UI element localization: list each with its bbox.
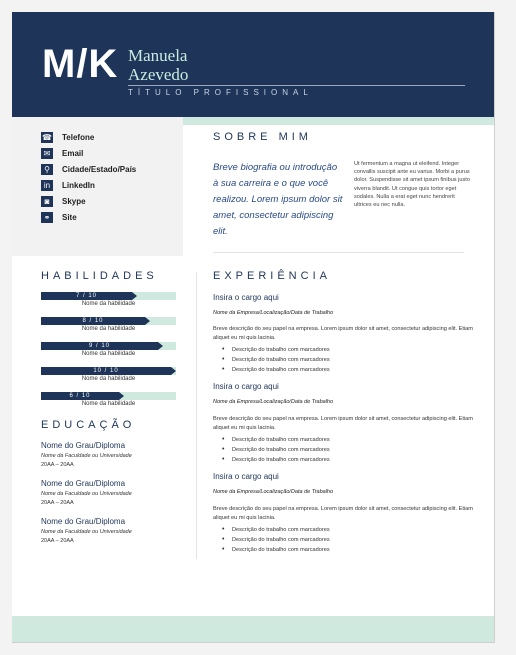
contact-label: LinkedIn <box>62 180 95 190</box>
edu-school: Nome da Faculdade ou Universidade <box>41 491 132 497</box>
resume-page <box>12 12 495 643</box>
edu-degree: Nome do Grau/Diploma <box>41 517 126 526</box>
job-description: Breve descrição do seu papel na empresa. Lorem ipsum dolor sit amet, consectetur adipiscing elit. Etiam aliquet eu mi quis lacinia. <box>213 416 473 431</box>
skill-item <box>41 342 176 360</box>
professional-title: TÍTULO PROFISSIONAL <box>128 88 313 97</box>
job-company: Nome da Empresa/Localização/Data de Trabalho <box>213 310 334 316</box>
job-title: Insira o cargo aqui <box>213 382 279 391</box>
job-description: Breve descrição do seu papel na empresa. Lorem ipsum dolor sit amet, consectetur adipiscing elit. Etiam aliquet eu mi quis lacinia. <box>213 506 473 521</box>
skill-score: 10 / 10 <box>93 368 119 374</box>
contact-item-phone <box>41 130 94 144</box>
job-bullet: • Descrição do trabalho com marcadores <box>232 436 330 444</box>
contact-label: Cidade/Estado/País <box>62 164 137 174</box>
skill-item <box>41 367 176 385</box>
edu-degree: Nome do Grau/Diploma <box>41 441 126 450</box>
edu-years: 20AA – 20AA <box>41 538 74 544</box>
edu-school: Nome da Faculdade ou Universidade <box>41 453 132 459</box>
about-body: Ut fermentum a magna ut eleifend. Integer convallis suscipit ante eu varius. Morbi a purus dolor. Suspendisse sit amet ipsum finibus justo viverra blandit. Ut congue quis tortor eget sodales. Nulla a erat eget nunc hendrerit ultrices eu nec nulla. <box>354 161 470 209</box>
education-heading: EDUCAÇÃO <box>41 419 136 431</box>
header-banner <box>12 12 494 117</box>
contact-label: Email <box>62 148 84 158</box>
first-name: Manuela <box>128 46 188 65</box>
job-bullet: • Descrição do trabalho com marcadores <box>232 346 330 354</box>
skill-bar <box>41 342 158 350</box>
column-divider <box>196 272 197 559</box>
contact-label: Telefone <box>62 132 95 142</box>
accent-strip <box>183 117 494 125</box>
contact-item-site <box>41 210 77 224</box>
last-name: Azevedo <box>128 65 189 84</box>
skill-score: 6 / 10 <box>69 393 91 399</box>
experience-heading: EXPERIÊNCIA <box>213 270 331 282</box>
edu-degree: Nome do Grau/Diploma <box>41 479 126 488</box>
link-icon: ⚭ <box>41 212 53 223</box>
job-bullet: • Descrição do trabalho com marcadores <box>232 446 330 454</box>
contact-item-email <box>41 146 83 160</box>
skill-score: 9 / 10 <box>88 343 110 349</box>
skill-label: Nome da habilidade <box>81 351 136 357</box>
job-bullet: • Descrição do trabalho com marcadores <box>232 546 330 554</box>
job-title: Insira o cargo aqui <box>213 472 279 481</box>
footer-band <box>12 616 494 642</box>
skill-label: Nome da habilidade <box>81 326 136 332</box>
edu-years: 20AA – 20AA <box>41 500 74 506</box>
contact-panel <box>12 117 183 256</box>
skill-label: Nome da habilidade <box>81 401 136 407</box>
contact-item-location <box>41 162 136 176</box>
linkedin-icon: in <box>41 180 53 191</box>
section-divider <box>213 252 464 253</box>
contact-item-skype <box>41 194 86 208</box>
job-bullet: • Descrição do trabalho com marcadores <box>232 366 330 374</box>
job-bullet: • Descrição do trabalho com marcadores <box>232 356 330 364</box>
skill-label: Nome da habilidade <box>81 376 136 382</box>
name-divider <box>128 85 465 86</box>
skill-item <box>41 392 176 410</box>
skill-label: Nome da habilidade <box>81 301 136 307</box>
skype-icon: ◙ <box>41 196 53 207</box>
job-title: Insira o cargo aqui <box>213 293 279 302</box>
job-company: Nome da Empresa/Localização/Data de Trabalho <box>213 489 334 495</box>
skill-bar <box>41 392 119 400</box>
contact-label: Site <box>62 212 77 222</box>
skill-item <box>41 292 176 310</box>
skill-item <box>41 317 176 335</box>
skill-score: 8 / 10 <box>82 318 104 324</box>
about-heading: SOBRE MIM <box>213 131 312 143</box>
monogram: M/K <box>42 42 119 86</box>
job-bullet: • Descrição do trabalho com marcadores <box>232 536 330 544</box>
job-bullet: • Descrição do trabalho com marcadores <box>232 456 330 464</box>
skill-bar <box>41 367 171 375</box>
edu-years: 20AA – 20AA <box>41 462 74 468</box>
job-bullet: • Descrição do trabalho com marcadores <box>232 526 330 534</box>
skill-score: 7 / 10 <box>75 293 97 299</box>
about-intro: Breve biografia ou introdução à sua carreira e o que você realizou. Lorem ipsum dolor sit amet, consectetur adipiscing elit. <box>213 162 343 237</box>
phone-icon: ☎ <box>42 132 52 142</box>
job-description: Breve descrição do seu papel na empresa. Lorem ipsum dolor sit amet, consectetur adipiscing elit. Etiam aliquet eu mi quis lacinia. <box>213 326 473 341</box>
email-icon: ✉ <box>41 148 53 159</box>
skill-bar <box>41 292 132 300</box>
location-pin-icon: ⚲ <box>41 164 53 175</box>
contact-item-linkedin <box>41 178 95 192</box>
skill-bar <box>41 317 145 325</box>
skills-heading: HABILIDADES <box>41 270 158 282</box>
edu-school: Nome da Faculdade ou Universidade <box>41 529 132 535</box>
job-company: Nome da Empresa/Localização/Data de Trabalho <box>213 399 334 405</box>
full-name <box>128 46 188 84</box>
contact-label: Skype <box>62 196 86 206</box>
